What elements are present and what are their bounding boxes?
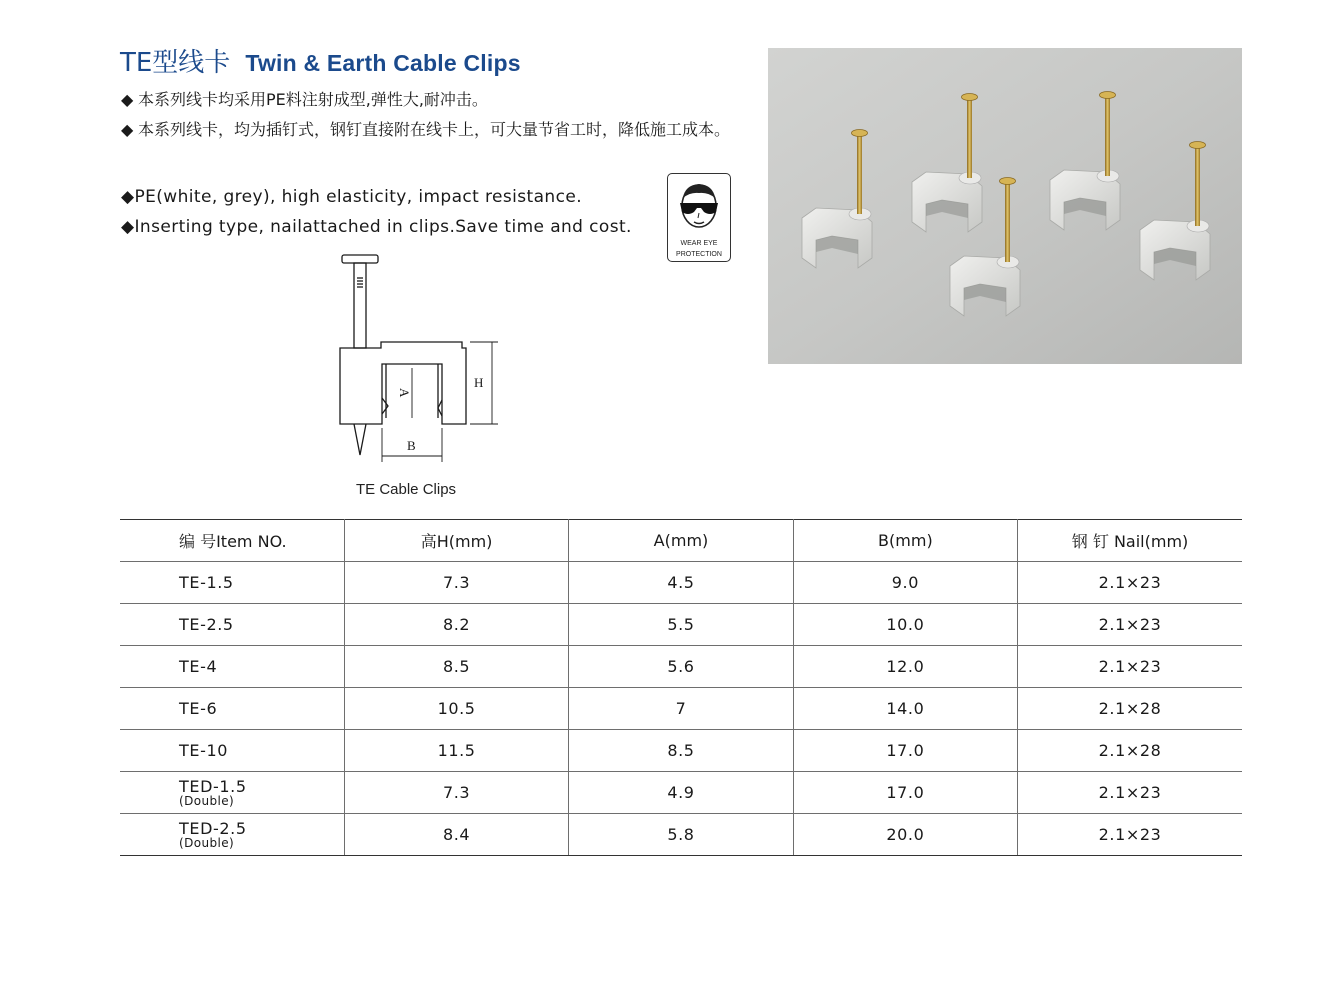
- cell-height: 8.5: [344, 646, 568, 688]
- header-item-no: 编 号Item NO.: [120, 520, 344, 562]
- goggles-face-icon: [668, 176, 730, 238]
- header-b: B(mm): [793, 520, 1017, 562]
- item-code: TED-1.5: [179, 777, 247, 796]
- cell-item-no: [120, 688, 344, 730]
- cell-nail: 2.1×23: [1018, 646, 1242, 688]
- diagram-caption: TE Cable Clips: [356, 481, 457, 498]
- table-header-row: [120, 520, 1242, 562]
- table-row: [120, 646, 1242, 688]
- cell-b: 12.0: [793, 646, 1017, 688]
- feature-list-chinese: [121, 85, 741, 145]
- bullet-diamond-icon: ◆: [121, 120, 134, 139]
- table-row: [120, 730, 1242, 772]
- cell-b: 17.0: [793, 730, 1017, 772]
- cell-a: 4.9: [569, 772, 793, 814]
- page-title: [120, 42, 521, 79]
- cell-height: 11.5: [344, 730, 568, 772]
- eye-protection-badge: [667, 173, 731, 262]
- cell-item-no: [120, 814, 344, 856]
- cell-b: 14.0: [793, 688, 1017, 730]
- cell-nail: 2.1×23: [1018, 772, 1242, 814]
- cell-height: 8.2: [344, 604, 568, 646]
- header-a: A(mm): [569, 520, 793, 562]
- cell-item-no: [120, 604, 344, 646]
- bullet-diamond-icon: ◆: [121, 90, 134, 109]
- clip-dimension-diagram: [320, 250, 530, 470]
- cell-a: 7: [569, 688, 793, 730]
- cell-b: 17.0: [793, 772, 1017, 814]
- feature-text: Inserting type, nailattached in clips.Save time and cost.: [134, 217, 632, 237]
- cell-nail: 2.1×23: [1018, 604, 1242, 646]
- dimension-label-h: H: [474, 375, 484, 390]
- cell-height: 7.3: [344, 562, 568, 604]
- header-height: 高H(mm): [344, 520, 568, 562]
- cell-nail: 2.1×23: [1018, 562, 1242, 604]
- feature-item: [121, 85, 741, 115]
- cell-item-no: [120, 562, 344, 604]
- item-code: TE-4: [179, 657, 218, 676]
- cell-nail: 2.1×28: [1018, 730, 1242, 772]
- cell-a: 5.8: [569, 814, 793, 856]
- cell-item-no: [120, 730, 344, 772]
- item-code: TE-1.5: [179, 573, 234, 592]
- dimension-label-a: A: [397, 388, 412, 398]
- item-variant-note: (Double): [179, 836, 235, 850]
- cell-a: 5.5: [569, 604, 793, 646]
- feature-item: [121, 182, 632, 212]
- title-english: Twin & Earth Cable Clips: [245, 50, 521, 76]
- feature-list-english: [121, 182, 632, 242]
- cell-height: 8.4: [344, 814, 568, 856]
- badge-text-line1: WEAR EYE: [680, 240, 718, 247]
- cell-a: 5.6: [569, 646, 793, 688]
- table-row: [120, 604, 1242, 646]
- item-code: TED-2.5: [179, 819, 247, 838]
- feature-item: [121, 115, 741, 145]
- table-row: [120, 814, 1242, 856]
- item-code: TE-6: [179, 699, 218, 718]
- bullet-diamond-icon: ◆: [121, 217, 135, 237]
- cell-nail: 2.1×23: [1018, 814, 1242, 856]
- bullet-diamond-icon: ◆: [121, 187, 135, 207]
- cell-height: 10.5: [344, 688, 568, 730]
- feature-text: 本系列线卡均采用PE料注射成型,弹性大,耐冲击。: [138, 90, 488, 109]
- cell-a: 8.5: [569, 730, 793, 772]
- cell-a: 4.5: [569, 562, 793, 604]
- item-code: TE-10: [179, 741, 229, 760]
- feature-text: 本系列线卡，均为插钉式，钢钉直接附在线卡上，可大量节省工时，降低施工成本。: [138, 120, 731, 139]
- item-code: TE-2.5: [179, 615, 234, 634]
- table-row: [120, 772, 1242, 814]
- table-row: [120, 688, 1242, 730]
- cell-height: 7.3: [344, 772, 568, 814]
- header-nail: 钢 钉 Nail(mm): [1018, 520, 1242, 562]
- cell-item-no: [120, 646, 344, 688]
- item-variant-note: (Double): [179, 794, 235, 808]
- dimension-label-b: B: [407, 438, 416, 453]
- table-row: [120, 562, 1242, 604]
- cell-item-no: [120, 772, 344, 814]
- cell-b: 9.0: [793, 562, 1017, 604]
- spec-table: [120, 519, 1242, 856]
- product-photo: [768, 48, 1242, 364]
- feature-item: [121, 212, 632, 242]
- feature-text: PE(white, grey), high elasticity, impact resistance.: [134, 187, 583, 207]
- cell-b: 20.0: [793, 814, 1017, 856]
- badge-text-line2: PROTECTION: [676, 251, 722, 258]
- cell-nail: 2.1×28: [1018, 688, 1242, 730]
- title-chinese: TE型线卡: [120, 48, 231, 78]
- cell-b: 10.0: [793, 604, 1017, 646]
